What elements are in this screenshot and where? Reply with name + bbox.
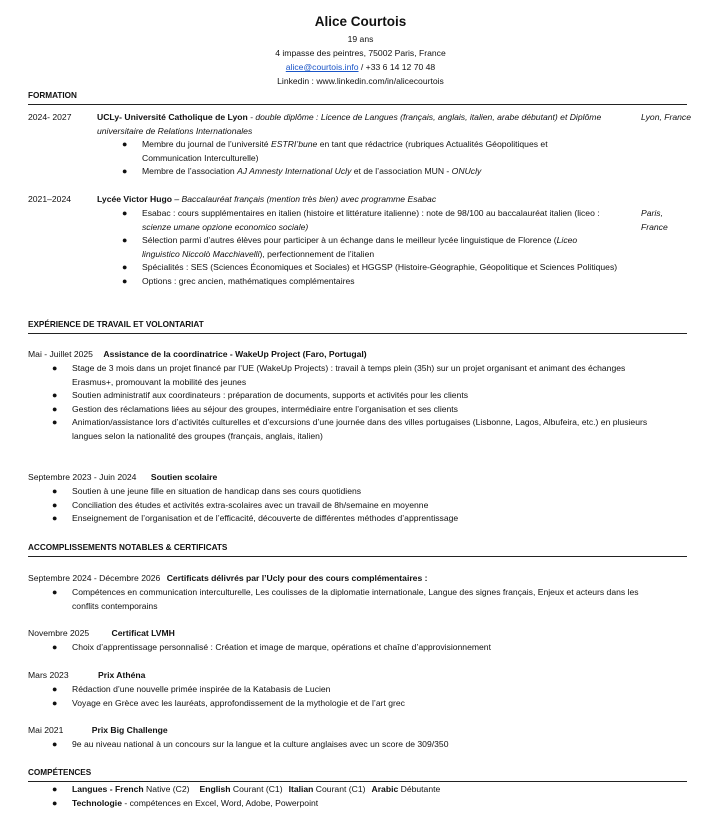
list-item: ● Soutien administratif aux coordinateurs : préparation de documents, supports et activités pour les clients	[52, 390, 469, 401]
bullet-list	[122, 207, 632, 289]
bullet-list	[52, 485, 682, 526]
entry-role: Soutien scolaire	[150, 472, 218, 482]
bullet-list	[122, 138, 622, 179]
entry-title: Prix Athéna	[98, 670, 146, 680]
entry-location: Paris, France	[641, 208, 668, 232]
email-link[interactable]: alice@courtois.info	[285, 62, 359, 72]
entry-date: Novembre 2025	[28, 628, 90, 638]
list-item: ● Rédaction d’une nouvelle primée inspirée de la Katabasis de Lucien	[52, 684, 331, 694]
entry-header	[28, 669, 145, 683]
entry-title: Certificat LVMH	[111, 628, 175, 638]
address: 4 impasse des peintres, 75002 Paris, France	[275, 48, 446, 58]
entry-date: 2024- 2027	[28, 112, 72, 122]
entry-title: Prix Big Challenge	[91, 725, 168, 735]
list-item: ● Stage de 3 mois dans un projet financé par l’UE (WakeUp Projects) : travail à temps plein (35h) sur un projet organisant et animant des échanges Erasmus+, promouvant la mobilité des jeunes	[52, 363, 626, 387]
entry-title	[97, 193, 436, 207]
bullet-list	[52, 783, 682, 810]
entry-description-cont: universitaire de Relations Internationales	[97, 125, 253, 136]
entry-date: Septembre 2023 - Juin 2024	[28, 472, 137, 482]
section-divider	[28, 333, 687, 334]
section-divider	[28, 556, 687, 557]
list-item-technology: ● Technologie - compétences en Excel, Word, Adobe, Powerpoint	[52, 797, 319, 808]
list-item: ● Soutien à une jeune fille en situation de handicap dans ses cours quotidiens	[52, 486, 362, 496]
list-item: ● Animation/assistance lors d’activités culturelles et d’excursions d’une journée dans des villes portugaises (Lisbonne, Lagos, Albufeira, etc.) en plusieurs langues selon la nationalité des groupes (français, anglais, italien)	[52, 417, 648, 441]
list-item: ● Compétences en communication interculturelle, Les coulisses de la diplomatie internationale, Langue des signes français, Enjeux et acteurs dans les conflits contemporains	[52, 587, 639, 611]
school-name: Lycée Victor Hugo	[97, 194, 172, 204]
list-item: ● Conciliation des études et activités extra-scolaires avec un travail de 8h/semaine en moyenne	[52, 499, 429, 510]
entry-header	[28, 724, 168, 738]
age: 19 ans	[347, 34, 374, 44]
entry-title	[97, 111, 637, 138]
list-item: ● Choix d’apprentissage personnalisé : Création et image de marque, opérations et chaîne d’approvisionnement	[52, 642, 491, 652]
bullet-list	[52, 683, 682, 710]
list-item: ● Sélection parmi d’autres élèves pour participer à un échange dans le meilleur lycée linguistique de Florence (Liceo linguistico Niccolò Macchiavelli), perfectionnement de l’italien	[122, 235, 578, 259]
bullet-list	[52, 362, 682, 444]
entry-date: Mars 2023	[28, 670, 69, 680]
section-title-accomplishments: ACCOMPLISSEMENTS NOTABLES & CERTIFICATS	[28, 543, 228, 552]
list-item: ● Options : grec ancien, mathématiques complémentaires	[122, 275, 355, 286]
bullet-list	[52, 738, 682, 752]
section-divider	[28, 781, 687, 782]
section-title-experience: EXPÉRIENCE DE TRAVAIL ET VOLONTARIAT	[28, 320, 204, 329]
list-item: ● 9e au niveau national à un concours sur la langue et la culture anglaises avec un score de 309/350	[52, 739, 449, 749]
school-name: UCLy- Université Catholique de Lyon	[97, 112, 248, 122]
resume-name: Alice Courtois	[314, 14, 407, 29]
entry-location: Lyon, France	[641, 112, 692, 122]
entry-date: 2021–2024	[28, 194, 72, 204]
list-item: ● Spécialités : SES (Sciences Économiques et Sociales) et HGGSP (Histoire-Géographie, Géopolitique et Sciences Politiques)	[122, 262, 618, 273]
list-item: ● Membre du journal de l’université ESTRI’bune en tant que rédactrice (rubriques Actualités Géopolitiques et Communication Interculturelle)	[122, 139, 548, 163]
contact-line	[0, 60, 721, 74]
entry-role: Assistance de la coordinatrice - WakeUp Project (Faro, Portugal)	[103, 349, 367, 359]
entry-date: Mai 2021	[28, 725, 64, 735]
list-item-languages: ● Langues - French Native (C2) English Courant (C1) Italian Courant (C1) Arabic Débutante	[52, 784, 441, 794]
entry-header	[28, 471, 217, 485]
bullet-list	[52, 586, 687, 613]
list-item: ● Voyage en Grèce avec les lauréats, approfondissement de la mythologie et de l’art grec	[52, 697, 405, 708]
section-divider	[28, 104, 687, 105]
entry-header	[28, 348, 367, 362]
entry-header	[28, 627, 175, 641]
list-item: ● Esabac : cours supplémentaires en italien (histoire et littérature italienne) : note de 98/100 au baccalauréat italien (liceo : scienze umane opzione economico sociale)	[122, 208, 600, 232]
entry-title: Certificats délivrés par l’Ucly pour des cours complémentaires :	[166, 573, 428, 583]
section-title-skills: COMPÉTENCES	[28, 768, 92, 777]
entry-description: - double diplôme : Licence de Langues (français, anglais, italien, arabe débutant) et Diplôme	[247, 112, 602, 122]
section-title-formation: FORMATION	[28, 91, 77, 100]
list-item: ● Enseignement de l’organisation et de l’efficacité, découverte de différentes méthodes d’apprentissage	[52, 513, 459, 524]
list-item: ● Gestion des réclamations liées au séjour des groupes, intermédiaire entre l’organisation et ses clients	[52, 403, 458, 414]
entry-header	[28, 572, 428, 586]
linkedin: Linkedin : www.linkedin.com/in/alicecourtois	[277, 76, 444, 86]
entry-description: – Baccalauréat français (mention très bien) avec programme Esabac	[171, 194, 437, 204]
list-item: ● Membre de l’association AJ Amnesty International Ucly et de l’association MUN - ONUcly	[122, 166, 482, 177]
phone: / +33 6 14 12 70 48	[360, 62, 436, 72]
bullet-list	[52, 641, 682, 655]
entry-date: Septembre 2024 - Décembre 2026	[28, 573, 161, 583]
entry-date: Mai - Juillet 2025	[28, 349, 93, 359]
